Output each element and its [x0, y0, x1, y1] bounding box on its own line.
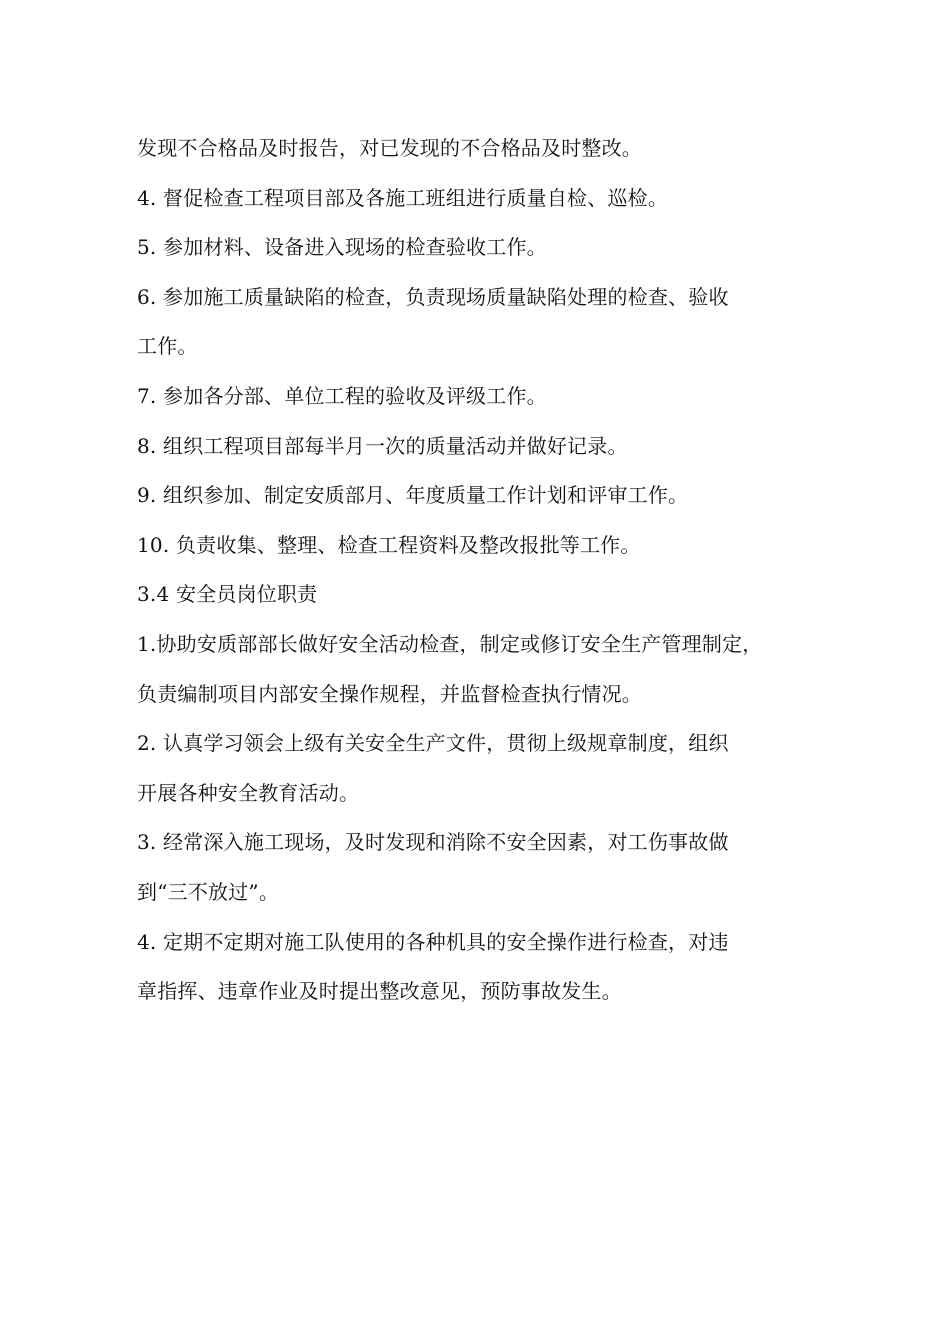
paragraph-line: 4. 定期不定期对施工队使用的各种机具的安全操作进行检查，对违 — [137, 929, 729, 954]
document-body — [137, 124, 827, 1017]
paragraph-line: 6. 参加施工质量缺陷的检查，负责现场质量缺陷处理的检查、验收 — [137, 284, 729, 309]
paragraph-line: 1.协助安质部部长做好安全活动检查，制定或修订安全生产管理制定， — [137, 631, 763, 656]
paragraph-line: 3. 经常深入施工现场，及时发现和消除不安全因素，对工伤事故做 — [137, 830, 729, 855]
paragraph-line: 到“三不放过”。 — [137, 879, 280, 904]
paragraph-line: 10. 负责收集、整理、检查工程资料及整改报批等工作。 — [137, 532, 641, 557]
paragraph-line: 8. 组织工程项目部每半月一次的质量活动并做好记录。 — [137, 433, 628, 458]
paragraph-line: 工作。 — [137, 334, 198, 359]
paragraph-line: 7. 参加各分部、单位工程的验收及评级工作。 — [137, 383, 547, 408]
paragraph-line: 负责编制项目内部安全操作规程，并监督检查执行情况。 — [137, 681, 642, 706]
section-heading: 3.4 安全员岗位职责 — [137, 582, 318, 607]
paragraph-line: 4. 督促检查工程项目部及各施工班组进行质量自检、巡检。 — [137, 185, 669, 210]
paragraph-line: 章指挥、违章作业及时提出整改意见，预防事故发生。 — [137, 979, 622, 1004]
paragraph-line: 5. 参加材料、设备进入现场的检查验收工作。 — [137, 235, 547, 260]
paragraph-line: 2. 认真学习领会上级有关安全生产文件，贯彻上级规章制度，组织 — [137, 731, 729, 756]
paragraph-line: 9. 组织参加、制定安质部月、年度质量工作计划和评审工作。 — [137, 483, 689, 508]
paragraph-line: 开展各种安全教育活动。 — [137, 780, 360, 805]
paragraph-line: 发现不合格品及时报告，对已发现的不合格品及时整改。 — [137, 136, 642, 160]
